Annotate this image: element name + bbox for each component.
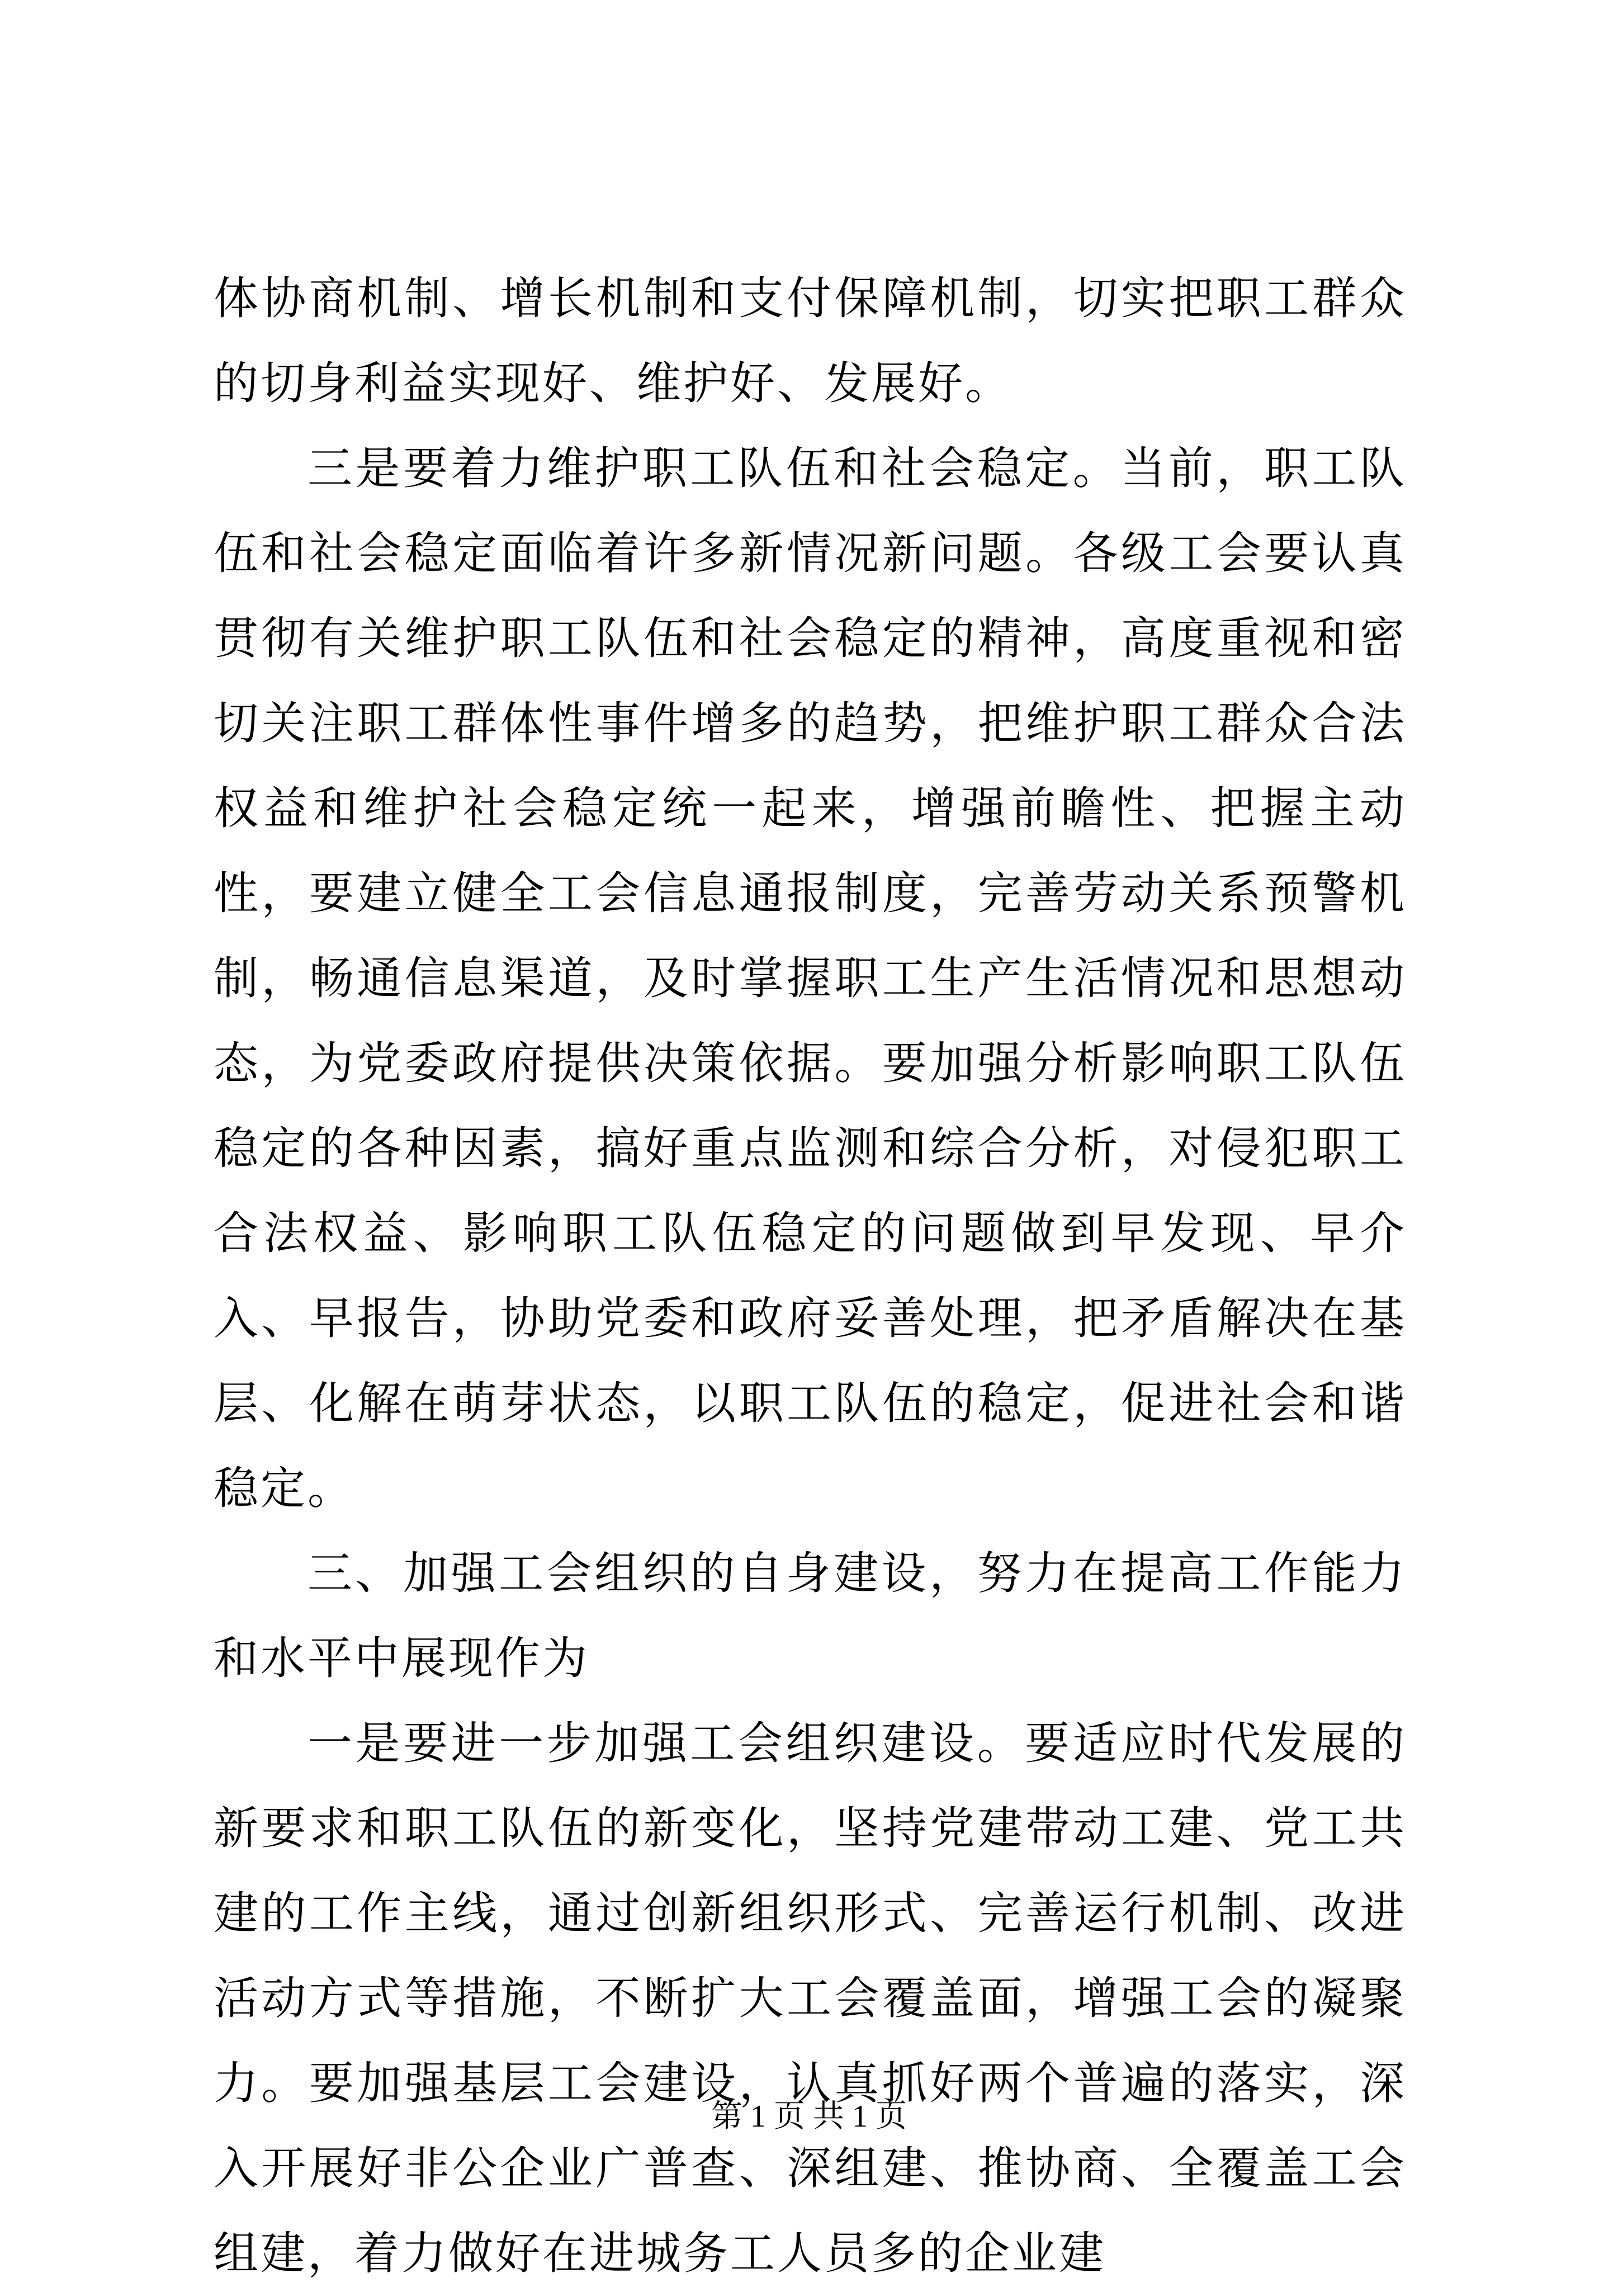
- paragraph-4: 一是要进一步加强工会组织建设。要适应时代发展的新要求和职工队伍的新变化，坚持党建带动工建、党工共建的工作主线，通过创新组织形式、完善运行机制、改进活动方式等措施，不断扩大工会覆盖面，增强工会的凝聚力。要加强基层工会建设，认真抓好两个普遍的落实，深入开展好非公企业广普查、深组建、推协商、全覆盖工会组建，着力做好在进城务工人员多的企业建: [214, 1717, 1407, 2279]
- paragraph-2: 三是要着力维护职工队伍和社会稳定。当前，职工队伍和社会稳定面临着许多新情况新问题。各级工会要认真贯彻有关维护职工队伍和社会稳定的精神，高度重视和密切关注职工群体性事件增多的趋势，把维护职工群众合法权益和维护社会稳定统一起来，增强前瞻性、把握主动性，要建立健全工会信息通报制度，完善劳动关系预警机制，畅通信息渠道，及时掌握职工生产生活情况和思想动态，为党委政府提供决策依据。要加强分析影响职工队伍稳定的各种因素，搞好重点监测和综合分析，对侵犯职工合法权益、影响职工队伍稳定的问题做到早发现、早介入、早报告，协助党委和政府妥善处理，把矛盾解决在基层、化解在萌芽状态，以职工队伍的稳定，促进社会和谐稳定。: [214, 442, 1407, 1514]
- document-body: [214, 256, 1407, 2296]
- paragraph-3-section-heading: 三、加强工会组织的自身建设，努力在提高工作能力和水平中展现作为: [214, 1547, 1407, 1684]
- page-number-footer: 第 1 页 共 1 页: [711, 2099, 907, 2134]
- paragraph-1: 体协商机制、增长机制和支付保障机制，切实把职工群众的切身利益实现好、维护好、发展好。: [214, 272, 1407, 409]
